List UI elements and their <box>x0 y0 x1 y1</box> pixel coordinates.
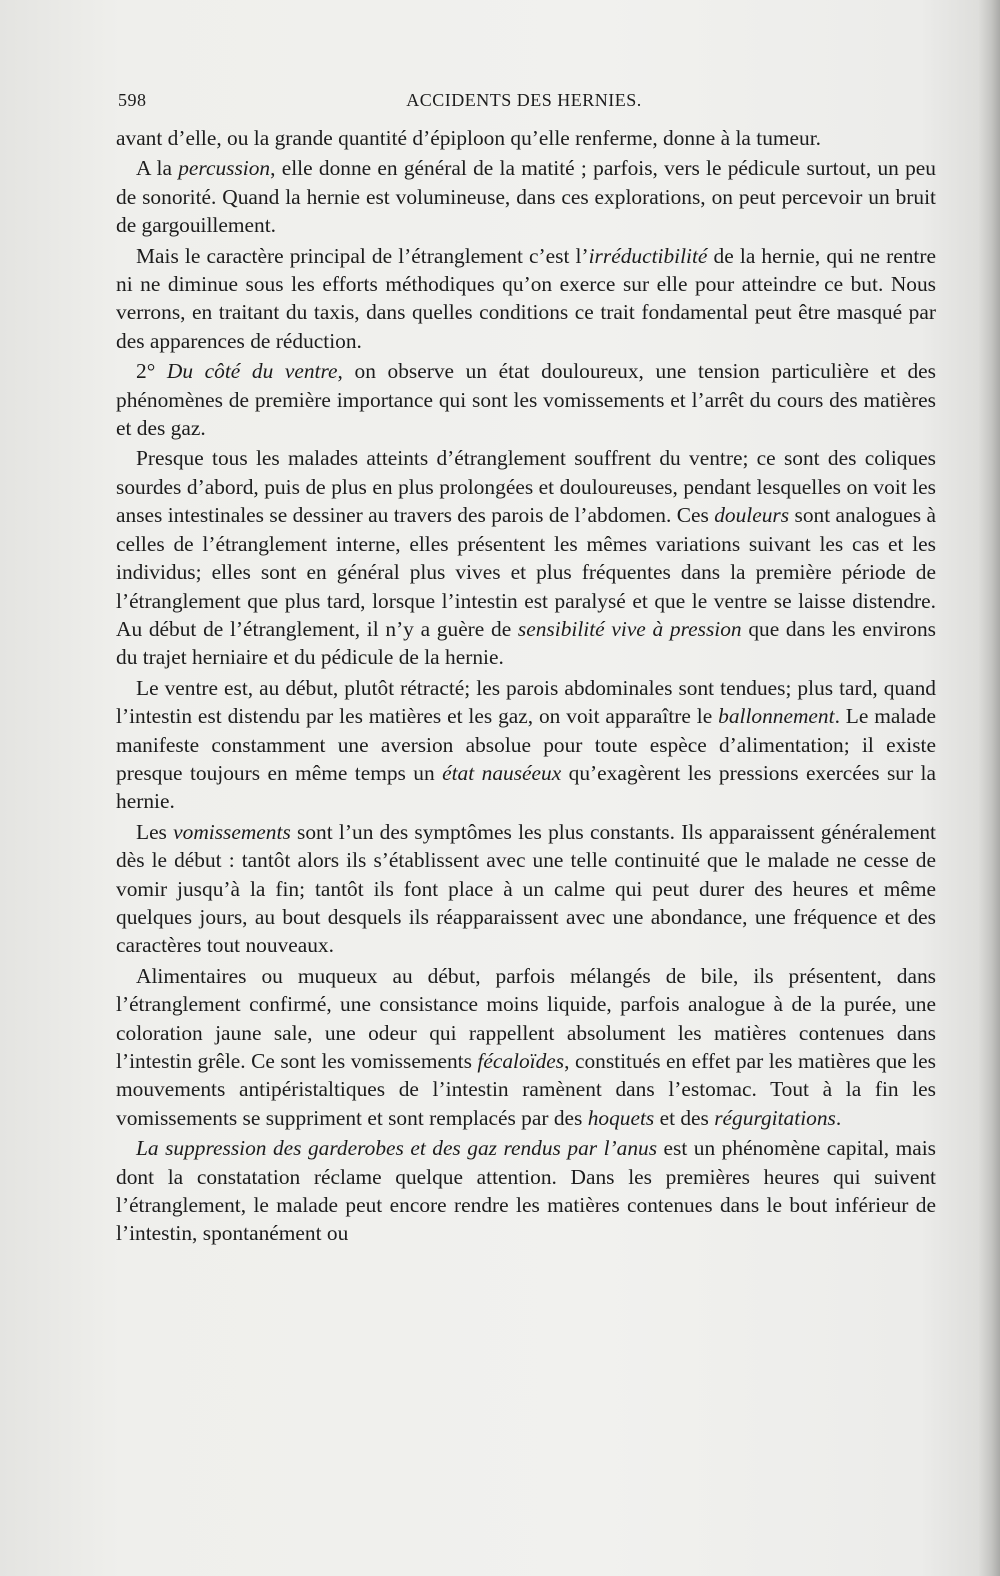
text-run: Le ventre est, au début, plutôt rétracté; les parois abdominales sont tendues; plus tard, quand l’intestin est distendu par les matières et les gaz, on voit apparaître le <box>116 675 936 729</box>
italic-run: La suppression des garderobes et des gaz rendus par l’anus <box>136 1136 658 1161</box>
italic-run: douleurs <box>714 503 790 528</box>
text-run: sont analogues à celles de l’étranglement interne, elles présentent les mêmes variations suivant les cas et les individus; elles sont en général plus vives et plus fréquentes dans la première période de l’étranglement que plus tard, lorsque l’intestin est paralysé et que le ventre se laisse distendre. Au début de l’étranglement, il n’y a guère de <box>116 503 936 641</box>
page-edge-shadow <box>978 0 1000 1576</box>
italic-run: fécaloïdes <box>477 1049 565 1073</box>
paragraph <box>116 357 936 442</box>
paragraph <box>116 242 936 356</box>
italic-run: hoquets <box>587 1105 655 1130</box>
running-title: ACCIDENTS DES HERNIES. <box>406 90 642 110</box>
italic-run: ballonnement <box>718 704 835 729</box>
text-run: Alimentaires ou muqueux au début, parfois mélangés de bile, ils présentent, dans l’étranglement confirmé, une consistance moins liquide, parfois analogue à de la purée, une coloration jaune sale, une odeur qui rappellent absolument les matières contenues dans l’intestin grêle. Ce sont les vomissements <box>116 963 936 1073</box>
text-run: 2° <box>136 359 167 384</box>
text-run: que dans les environs du trajet herniaire et du pédicule de la hernie. <box>116 616 936 670</box>
text-run: Presque tous les malades atteints d’étranglement souffrent du ventre; ce sont des coliques sourdes d’abord, puis de plus en plus prolongées et douloureuses, pendant lesquelles on voit les anses intestinales se dessiner au travers des parois de l’abdomen. Ces <box>116 446 936 528</box>
paragraph <box>116 444 936 671</box>
page-header <box>118 90 930 116</box>
paragraph <box>116 818 936 960</box>
text-run: Mais le caractère principal de l’étranglement c’est l’ <box>136 243 589 268</box>
text-run: Les <box>136 819 174 844</box>
text-run: , elle donne en général de la matité ; parfois, vers le pédicule surtout, un peu de sonorité. Quand la hernie est volumineuse, dans ces explorations, on peut percevoir un bruit de gargouillement. <box>116 156 937 238</box>
text-run: qu’exagèrent les pressions exercées sur la hernie. <box>116 760 936 814</box>
italic-run: sensibilité vive à pression <box>517 616 742 641</box>
text-run: de la hernie, qui ne rentre ni ne diminue sous les efforts méthodiques qu’on exerce sur elle pour atteindre ce but. Nous verrons, en traitant du taxis, dans quelles conditions ce trait fondamental peut être masqué par des apparences de réduction. <box>116 243 936 353</box>
text-run: , on observe un état douloureux, une tension particulière et des phénomènes de première importance qui sont les vomissements et l’arrêt du cours des matières et des gaz. <box>116 359 936 441</box>
paragraph <box>116 124 936 152</box>
paragraph <box>116 962 936 1132</box>
paragraph <box>116 1134 936 1248</box>
italic-run: régurgitations <box>714 1105 836 1130</box>
text-run: . <box>835 1105 842 1130</box>
italic-run: Du côté du ventre <box>166 359 338 384</box>
text-run: avant d’elle, ou la grande quantité d’épiploon qu’elle renferme, donne à la tumeur. <box>116 126 822 150</box>
italic-run: état nauséeux <box>442 760 562 785</box>
body-text <box>116 124 936 1248</box>
text-run: A la <box>136 156 179 181</box>
italic-run: vomissements <box>173 819 291 844</box>
text-run: sont l’un des symptômes les plus constants. Ils apparaissent généralement dès le début : tantôt alors ils s’établissent avec une telle continuité que le malade ne cesse de vomir jusqu’à la fin; tantôt ils font place à un calme qui peut durer des heures et même quelques jours, au bout desquels ils réapparaissent avec une abondance, une fréquence et des caractères tout nouveaux. <box>116 819 937 958</box>
text-run: est un phénomène capital, mais dont la constatation réclame quelque attention. Dans les premières heures qui suivent l’étranglement, le malade peut encore rendre les matières contenues dans le bout inférieur de l’intestin, spontanément ou <box>116 1136 937 1246</box>
paragraph <box>116 154 936 239</box>
text-run: , constitués en effet par les matières que les mouvements antipéristaltiques de l’intestin ramènent dans l’estomac. Tout à la fin les vomissements se suppriment et sont remplacés par des <box>116 1049 937 1130</box>
italic-run: irréductibilité <box>588 243 708 268</box>
italic-run: percussion <box>178 156 271 181</box>
page-number: 598 <box>118 90 147 110</box>
text-run: et des <box>654 1105 715 1130</box>
paragraph <box>116 674 936 816</box>
text-run: . Le malade manifeste constamment une aversion absolue pour toute espèce d’alimentation; il existe presque toujours en même temps un <box>116 704 936 785</box>
